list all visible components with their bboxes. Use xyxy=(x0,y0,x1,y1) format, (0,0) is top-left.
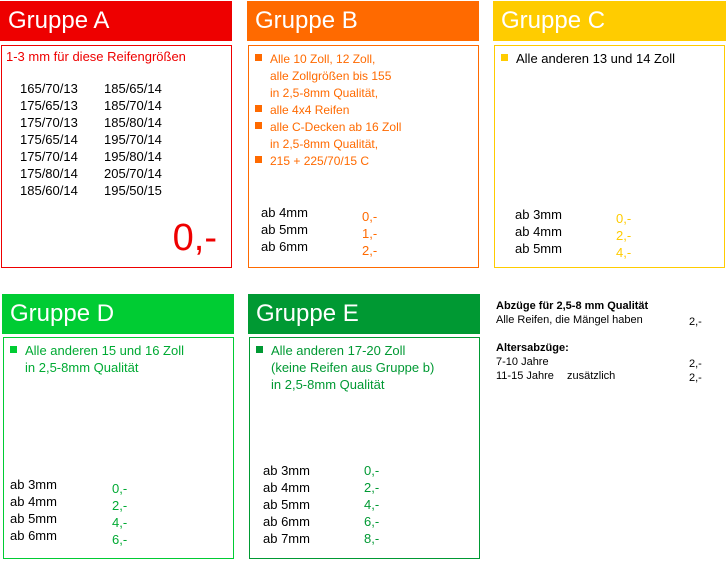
list-item xyxy=(255,119,401,153)
item-line: Alle anderen 17-20 Zoll xyxy=(271,343,406,358)
item-line: in 2,5-8mm Qualität, xyxy=(270,137,379,151)
item-line: (keine Reifen aus Gruppe b) xyxy=(271,360,435,375)
price-value: 2,- xyxy=(616,228,632,243)
age-deduction-heading: Altersabzüge: xyxy=(496,342,569,354)
tire-size: 175/65/13 xyxy=(20,98,78,113)
group-c-price-values xyxy=(616,210,631,261)
price-label: ab 6mm xyxy=(263,514,310,529)
group-a-title: Gruppe A xyxy=(8,7,110,34)
item-line: alle C-Decken ab 16 Zoll xyxy=(270,120,402,134)
price-value: 0,- xyxy=(362,209,378,224)
list-item xyxy=(255,102,401,119)
price-label: ab 6mm xyxy=(10,528,57,543)
price-value: 0,- xyxy=(364,463,380,478)
group-a-price: 0,- xyxy=(172,217,217,259)
group-a-subtitle: 1-3 mm für diese Reifengrößen xyxy=(6,49,186,64)
tire-size: 205/70/14 xyxy=(104,166,162,181)
price-label: ab 5mm xyxy=(263,497,310,512)
price-label: ab 5mm xyxy=(261,222,308,237)
tire-size: 185/65/14 xyxy=(104,81,162,96)
group-c-price-labels xyxy=(515,206,562,257)
price-label: ab 3mm xyxy=(515,207,562,222)
tire-size: 195/70/14 xyxy=(104,132,162,147)
item-line: 215 + 225/70/15 C xyxy=(270,154,370,168)
tire-size: 195/50/15 xyxy=(104,183,162,198)
item-line: alle Zollgrößen bis 155 xyxy=(270,69,392,83)
group-d-price-values xyxy=(112,480,127,548)
list-item xyxy=(255,51,401,102)
tire-size: 175/80/14 xyxy=(20,166,78,181)
list-item xyxy=(255,153,401,170)
group-c-header xyxy=(493,1,726,41)
quality-deduction-heading: Abzüge für 2,5-8 mm Qualität xyxy=(496,300,649,312)
price-value: 2,- xyxy=(362,243,378,258)
item-line: Alle 10 Zoll, 12 Zoll, xyxy=(270,52,376,66)
group-e-price-values xyxy=(364,462,379,547)
tire-size: 165/70/13 xyxy=(20,81,78,96)
group-a-header xyxy=(0,1,232,41)
tire-size: 185/60/14 xyxy=(20,183,78,198)
group-e-title: Gruppe E xyxy=(256,300,359,327)
group-b-price-values xyxy=(362,208,377,259)
price-label: ab 4mm xyxy=(263,480,310,495)
tire-size: 195/80/14 xyxy=(104,149,162,164)
age-deduction-value: 2,- xyxy=(689,358,702,370)
price-label: ab 5mm xyxy=(515,241,562,256)
group-c-panel xyxy=(494,45,725,268)
square-bullet-icon xyxy=(255,122,262,129)
price-value: 4,- xyxy=(112,515,128,530)
price-label: ab 6mm xyxy=(261,239,308,254)
tire-size: 175/70/14 xyxy=(20,149,78,164)
tire-size: 185/80/14 xyxy=(104,115,162,130)
price-label: ab 5mm xyxy=(10,511,57,526)
group-c-title: Gruppe C xyxy=(501,7,606,34)
group-b-panel xyxy=(248,45,479,268)
item-line: alle 4x4 Reifen xyxy=(270,103,350,117)
price-label: ab 3mm xyxy=(263,463,310,478)
item-line: Alle anderen 13 und 14 Zoll xyxy=(516,51,676,66)
group-b-price-labels xyxy=(261,204,308,255)
tire-size: 175/70/13 xyxy=(20,115,78,130)
group-d-title: Gruppe D xyxy=(10,300,115,327)
price-label: ab 4mm xyxy=(261,205,308,220)
item-line: in 2,5-8mm Qualität xyxy=(271,377,385,392)
group-d-price-labels xyxy=(10,476,57,544)
group-d-item xyxy=(10,342,184,376)
group-a-sizes-col1 xyxy=(20,80,78,199)
square-bullet-icon xyxy=(255,105,262,112)
age-deduction-value: 2,- xyxy=(689,372,702,384)
group-a-sizes-col2 xyxy=(104,80,162,199)
quality-deduction-row xyxy=(496,313,721,327)
group-d-header xyxy=(2,294,234,334)
quality-deduction-label: Alle Reifen, die Mängel haben xyxy=(496,314,643,326)
group-e-item xyxy=(256,342,434,393)
tire-size: 175/65/14 xyxy=(20,132,78,147)
deductions-section xyxy=(496,299,721,383)
price-value: 6,- xyxy=(112,532,128,547)
price-label: ab 4mm xyxy=(515,224,562,239)
group-b-header xyxy=(247,1,479,41)
price-value: 2,- xyxy=(364,480,380,495)
price-value: 6,- xyxy=(364,514,380,529)
tire-size: 185/70/14 xyxy=(104,98,162,113)
group-c-item xyxy=(501,50,675,67)
group-a-panel xyxy=(1,45,232,268)
group-e-price-labels xyxy=(263,462,310,547)
price-value: 2,- xyxy=(112,498,128,513)
square-bullet-icon xyxy=(255,156,262,163)
quality-deduction-value: 2,- xyxy=(689,316,702,328)
group-d-panel xyxy=(3,337,234,559)
group-b-title: Gruppe B xyxy=(255,7,358,34)
item-line: in 2,5-8mm Qualität, xyxy=(270,86,379,100)
price-value: 8,- xyxy=(364,531,380,546)
price-value: 0,- xyxy=(112,481,128,496)
item-line: Alle anderen 15 und 16 Zoll xyxy=(25,343,185,358)
age-deduction-row xyxy=(496,369,721,383)
price-value: 0,- xyxy=(616,211,632,226)
price-label: ab 3mm xyxy=(10,477,57,492)
price-value: 4,- xyxy=(616,245,632,260)
square-bullet-icon xyxy=(255,54,262,61)
item-line: in 2,5-8mm Qualität xyxy=(25,360,139,375)
price-value: 1,- xyxy=(362,226,378,241)
age-deduction-label: 11-15 Jahre xyxy=(496,370,554,382)
group-b-list xyxy=(255,51,401,170)
square-bullet-icon xyxy=(10,346,17,353)
square-bullet-icon xyxy=(501,54,508,61)
price-value: 4,- xyxy=(364,497,380,512)
price-label: ab 4mm xyxy=(10,494,57,509)
age-deduction-row xyxy=(496,355,721,369)
age-deduction-extra: zusätzlich xyxy=(566,370,616,382)
group-e-header xyxy=(248,294,480,334)
square-bullet-icon xyxy=(256,346,263,353)
price-label: ab 7mm xyxy=(263,531,310,546)
group-e-panel xyxy=(249,337,480,559)
age-deduction-label: 7-10 Jahre xyxy=(496,356,549,368)
